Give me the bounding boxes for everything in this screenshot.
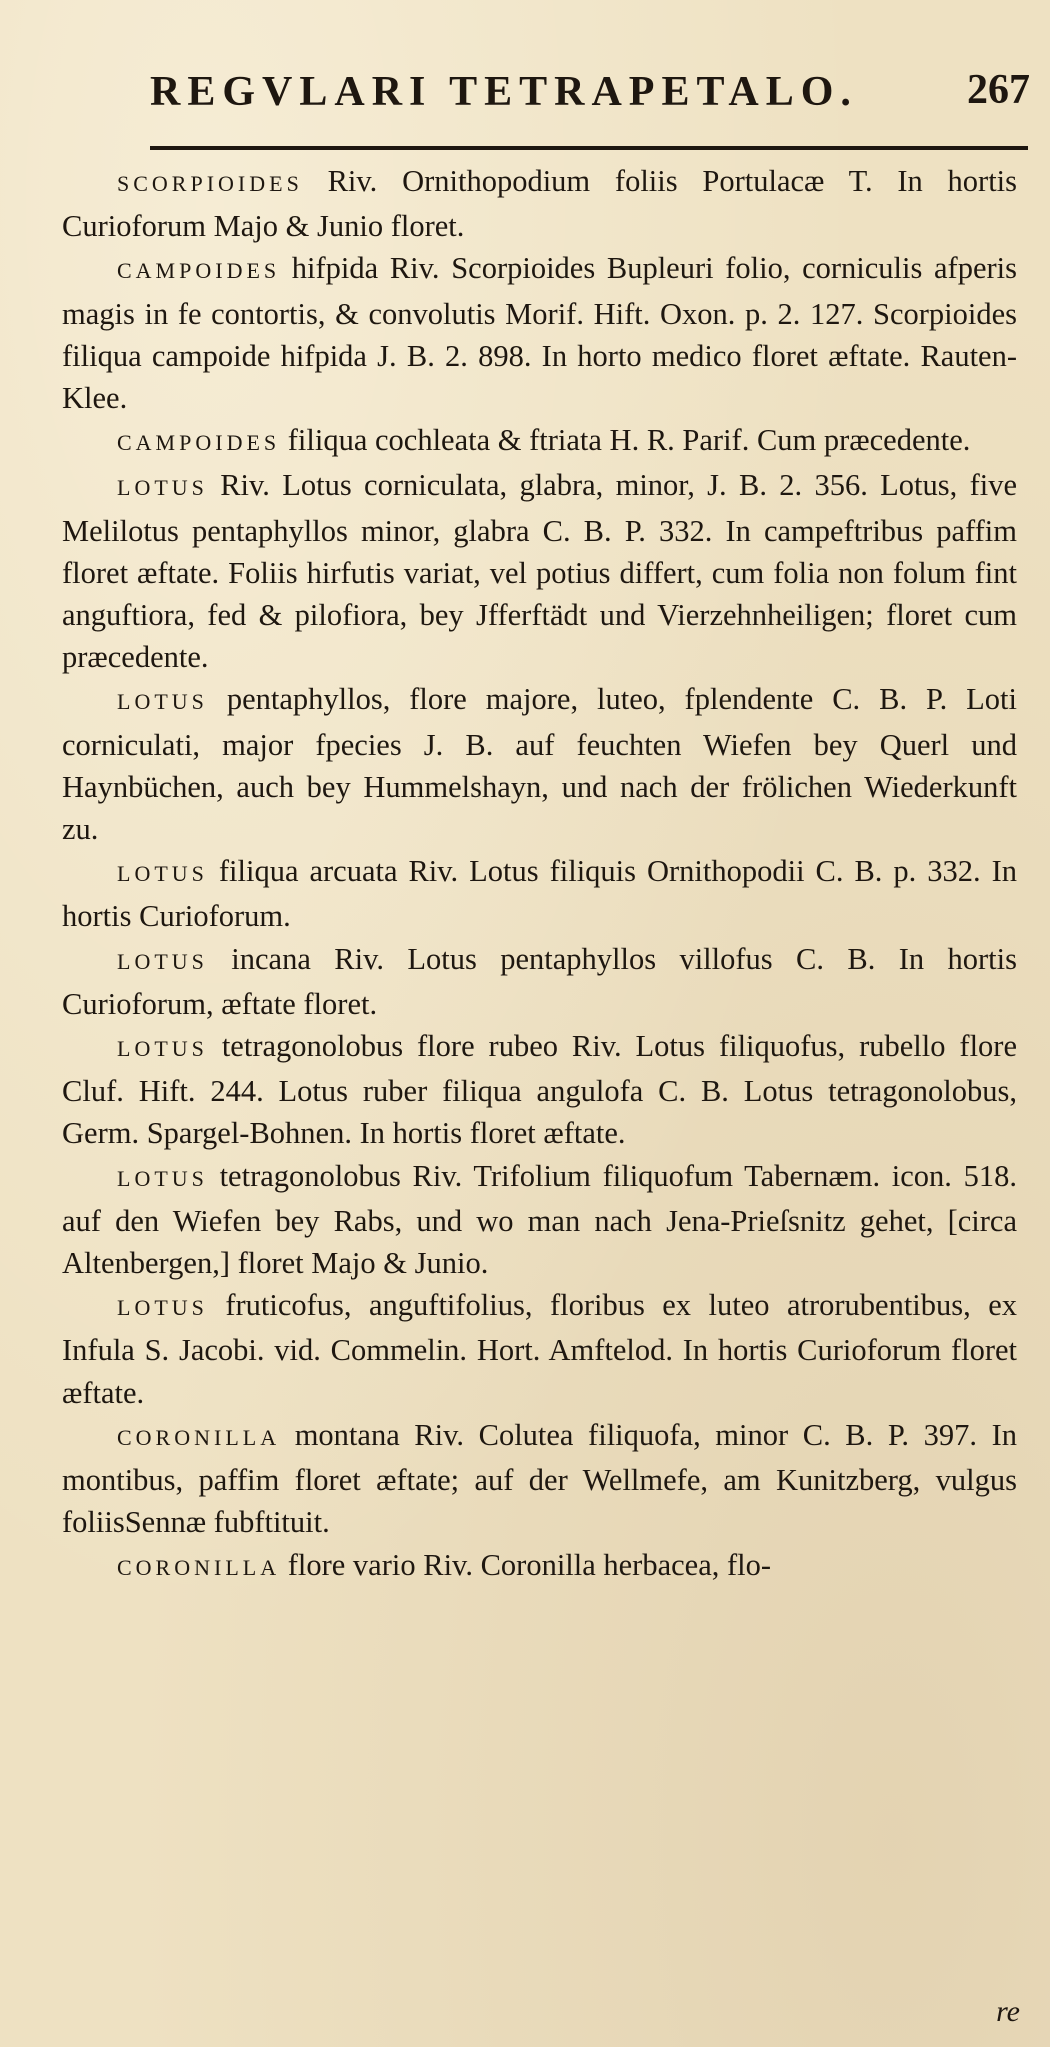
entry-genus: LOTUS: [117, 689, 208, 715]
entry-coronilla-flore-vario: [62, 1544, 1017, 1589]
entry-lotus-tetragonolobus: [62, 1155, 1017, 1285]
entry-text: Riv. Lotus corniculata, glabra, minor, J. B. 2. 356. Lotus, five Melilotus pentaphyllos minor, glabra C. B. P. 332. In campeftribus paffim floret æftate. Foliis hirfutis variat, vel potius differt, cum folia non folum fint anguftiora, fed & pilofiora, bey Jfferftädt und Vierzehnheiligen; floret cum præcedente.: [62, 468, 1018, 675]
entry-text: flore vario Riv. Coronilla herbacea, flo-: [287, 1547, 772, 1582]
entry-genus: CAMPOIDES: [117, 258, 281, 284]
running-title: REGVLARI TETRAPETALO.: [150, 69, 858, 115]
entry-lotus-tetragonolobus-rubeo: [62, 1025, 1017, 1155]
entry-genus: CAMPOIDES: [117, 430, 281, 456]
entry-coronilla-montana: [62, 1414, 1017, 1544]
page-number: 267: [967, 67, 1030, 113]
entry-genus: LOTUS: [117, 1165, 208, 1191]
entry-lotus-fruticosus: [62, 1284, 1017, 1414]
entry-lotus-pentaphyllos: [62, 678, 1017, 850]
catchword: re: [996, 1995, 1020, 2028]
body-text: [62, 160, 1017, 1589]
page-header: [150, 62, 1030, 124]
entry-genus: CORONILLA: [117, 1554, 281, 1580]
entry-text: tetragonolobus flore rubeo Riv. Lotus filiquofus, rubello flore Cluf. Hift. 244. Lotus ruber filiqua angulofa C. B. Lotus tetragonolobus, Germ. Spargel-Bohnen. In hortis floret æftate.: [62, 1029, 1017, 1151]
entry-scorpioides: [62, 160, 1017, 247]
entry-text: filiqua arcuata Riv. Lotus filiquis Ornithopodii C. B. p. 332. In hortis Curioforum.: [62, 854, 1018, 934]
entry-text: fruticofus, anguftifolius, floribus ex luteo atrorubentibus, ex Infula S. Jacobi. vid. Commelin. Hort. Amftelod. In hortis Curioforum floret æftate.: [62, 1288, 1017, 1410]
entry-genus: LOTUS: [117, 1036, 208, 1062]
entry-text: montana Riv. Colutea filiquofa, minor C. B. P. 397. In montibus, paffim floret æftate; auf der Wellmefe, am Kunitzberg, vulgus foliisSennæ fubftituit.: [62, 1417, 1018, 1540]
entry-text: tetragonolobus Riv. Trifolium filiquofum Tabernæm. icon. 518. auf den Wiefen bey Rabs, und wo man nach Jena-Prieſsnitz gehet, [circa Altenbergen,] floret Majo & Junio.: [62, 1158, 1017, 1281]
entry-text: filiqua cochleata & ftriata H. R. Parif. Cum præcedente.: [287, 423, 971, 458]
entry-lotus-siliqua-arcuata: [62, 850, 1017, 937]
entry-genus: CORONILLA: [117, 1424, 281, 1450]
entry-genus: LOTUS: [117, 475, 208, 501]
entry-genus: LOTUS: [117, 1295, 208, 1321]
entry-text: Riv. Ornithopodium foliis Portulacæ T. In hortis Curioforum Majo & Junio floret.: [62, 164, 1018, 244]
entry-text: hifpida Riv. Scorpioides Bupleuri folio, corniculis afperis magis in fe contortis, & convolutis Morif. Hift. Oxon. p. 2. 127. Scorpioides filiqua campoide hifpida J. B. 2. 898. In horto medico floret æftate. Rauten-Klee.: [62, 251, 1018, 416]
entry-text: incana Riv. Lotus pentaphyllos villofus C. B. In hortis Curioforum, æftate floret.: [62, 941, 1018, 1021]
entry-campoides-hispida: [62, 247, 1017, 419]
entry-lotus-incana: [62, 938, 1017, 1025]
entry-lotus-corniculata: [62, 464, 1017, 678]
entry-text: pentaphyllos, flore majore, luteo, fplendente C. B. P. Loti corniculati, major fpecies J. B. auf feuchten Wiefen bey Querl und Haynbüchen, auch bey Hummelshayn, und nach der frölichen Wiederkunft zu.: [62, 682, 1017, 847]
entry-campoides-siliqua: [62, 419, 1017, 464]
header-rule: [150, 146, 1028, 150]
entry-genus: LOTUS: [117, 948, 208, 974]
entry-genus: LOTUS: [117, 861, 208, 887]
entry-genus: SCORPIOIDES: [117, 171, 303, 196]
